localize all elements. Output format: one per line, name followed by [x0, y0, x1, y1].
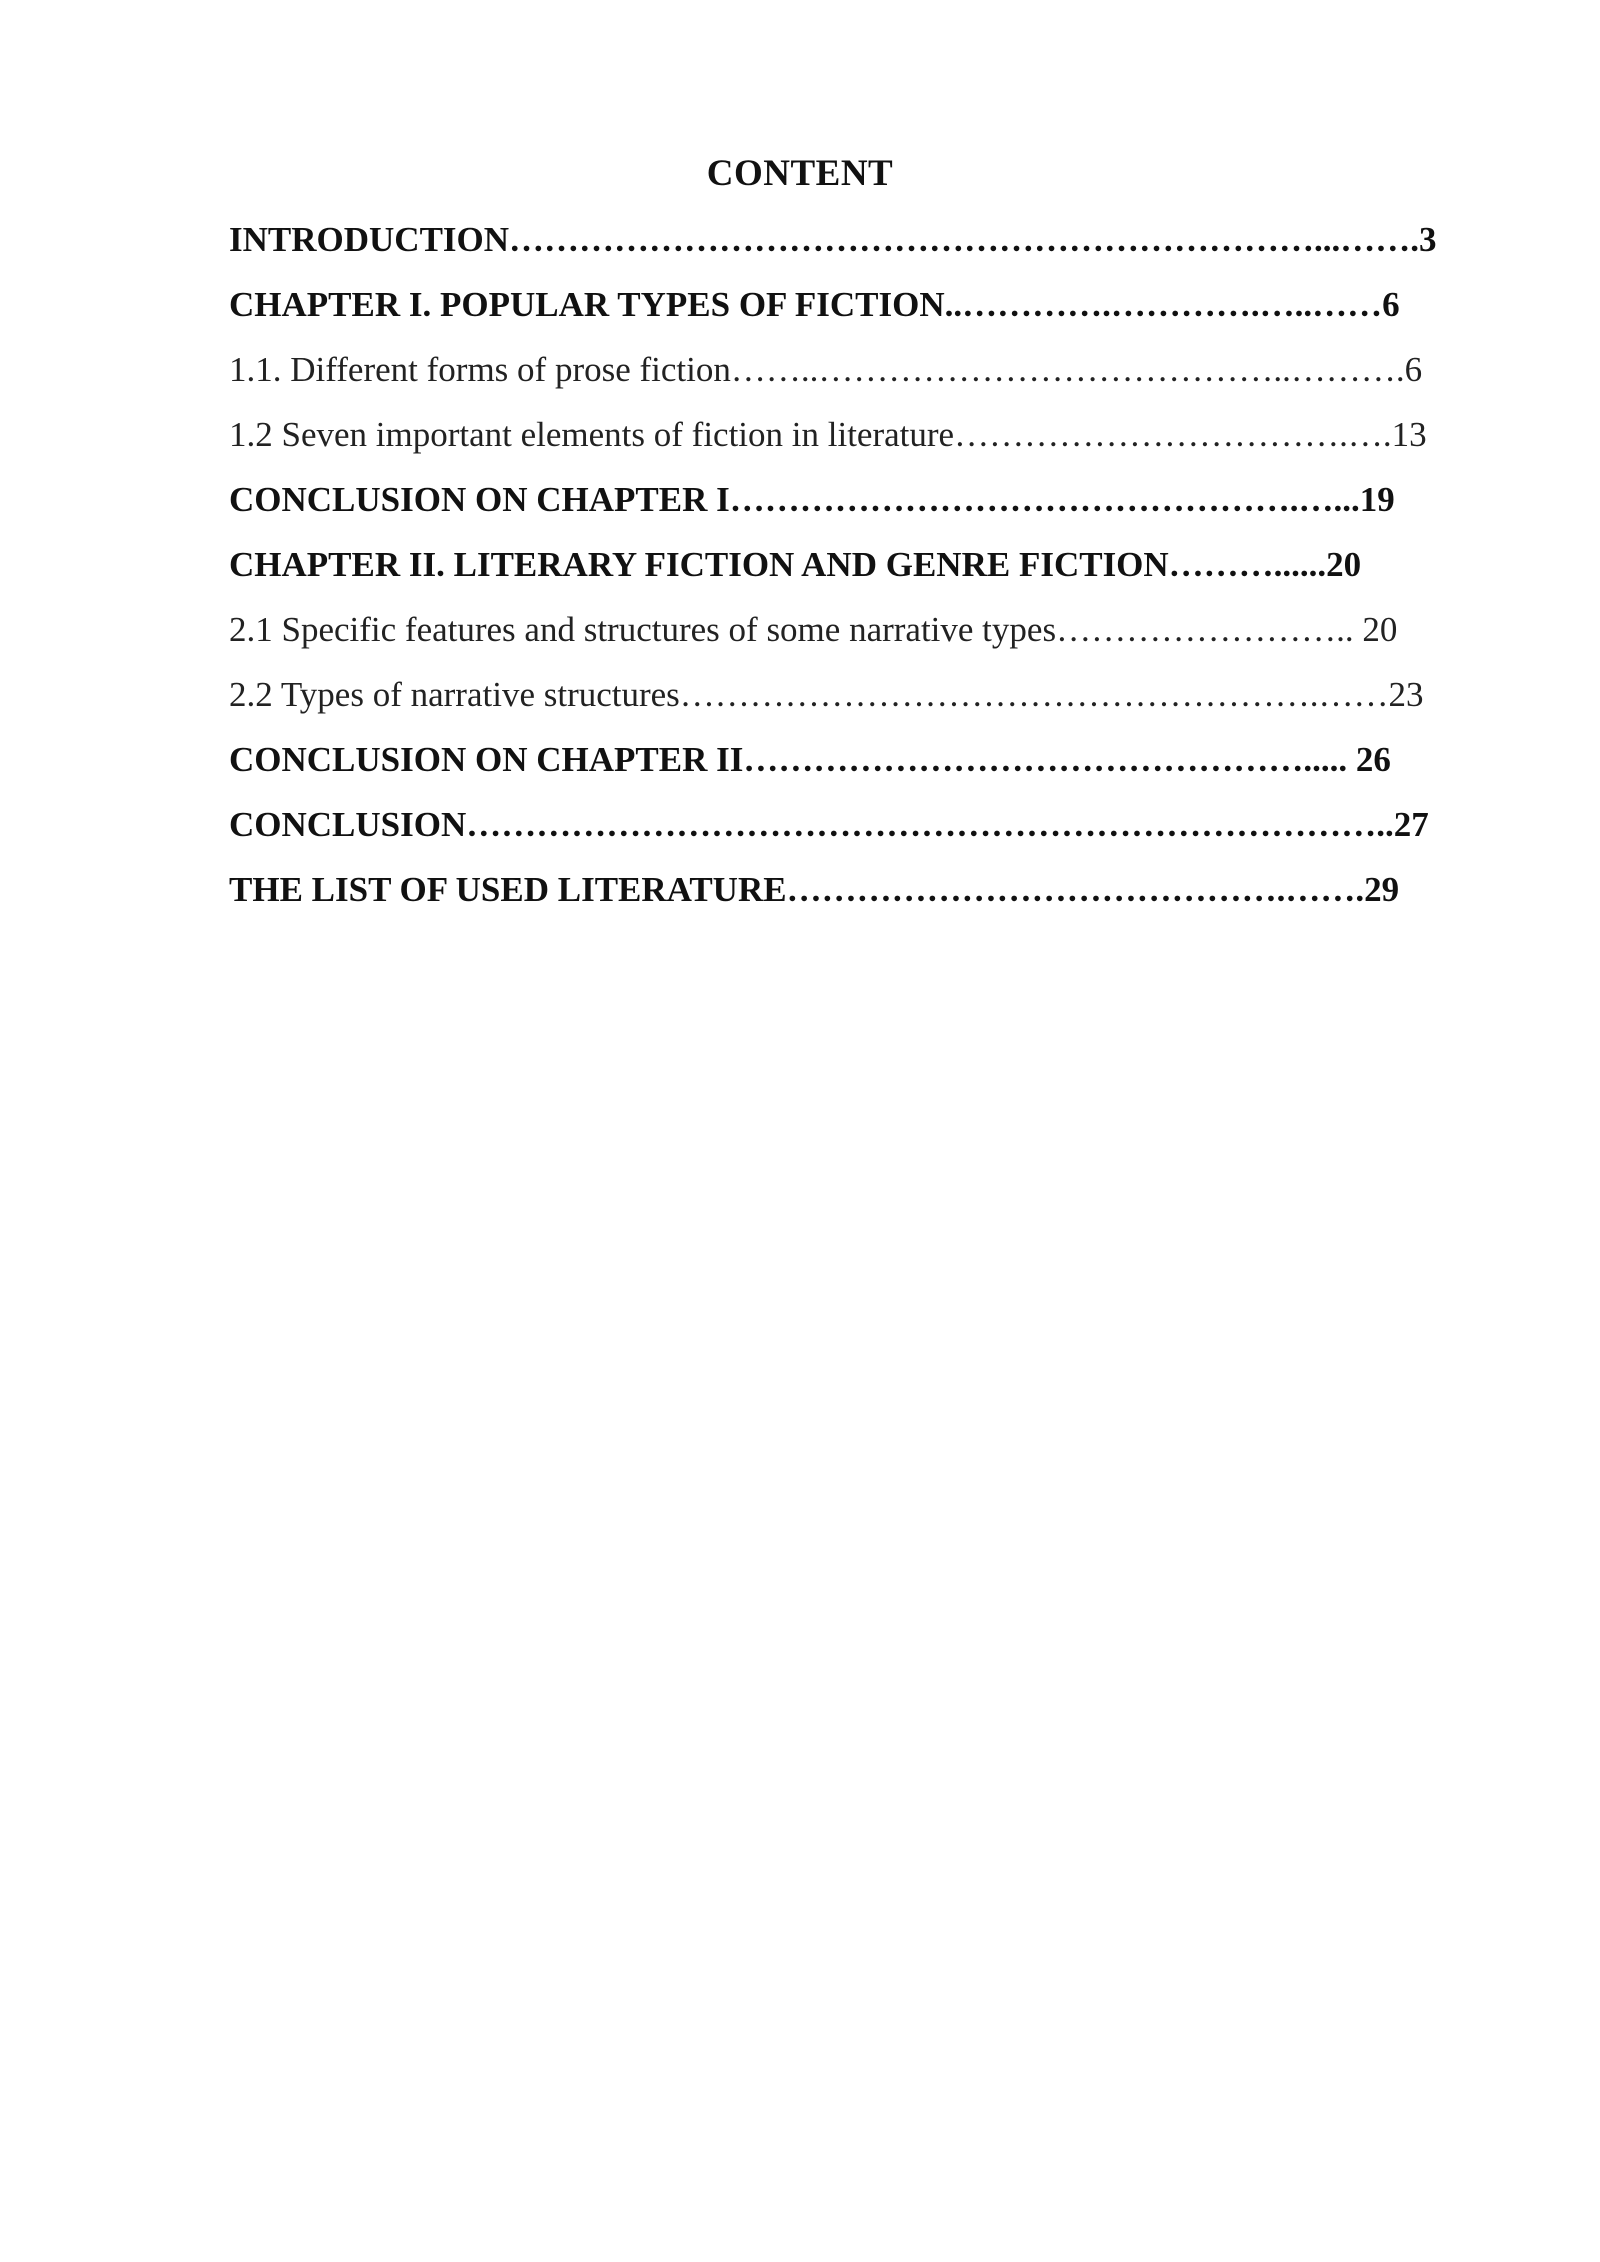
toc-entry-introduction: INTRODUCTION……………………………………………………………...…….3 [229, 220, 1437, 259]
toc-entry-section-2-1: 2.1 Specific features and structures of some narrative types…………………….. 20 [229, 610, 1398, 649]
toc-entry-section-1-2: 1.2 Seven important elements of fiction in literature…………………………….….13 [229, 415, 1427, 454]
toc-entry-section-2-2: 2.2 Types of narrative structures……………………………………………….……23 [229, 675, 1424, 714]
toc-entry-literature-list: THE LIST OF USED LITERATURE…………………………………….…….29 [229, 870, 1400, 909]
toc-entry-conclusion: CONCLUSION……………………………………………………………………..27 [229, 805, 1429, 844]
toc-entry-chapter-1: CHAPTER I. POPULAR TYPES OF FICTION..………….………….…..……6 [229, 285, 1400, 324]
table-of-contents [229, 214, 1489, 929]
toc-entry-chapter-2: CHAPTER II. LITERARY FICTION AND GENRE FICTION………......20 [229, 545, 1362, 584]
toc-entry-section-1-1: 1.1. Different forms of prose fiction……..…………………………………..……….6 [229, 350, 1423, 389]
toc-entry-conclusion-chapter-1: CONCLUSION ON CHAPTER I………………………………………….…...19 [229, 480, 1395, 519]
toc-entry-conclusion-chapter-2: CONCLUSION ON CHAPTER II…………………………………………..... 26 [229, 740, 1391, 779]
toc-title: CONTENT [706, 153, 894, 194]
